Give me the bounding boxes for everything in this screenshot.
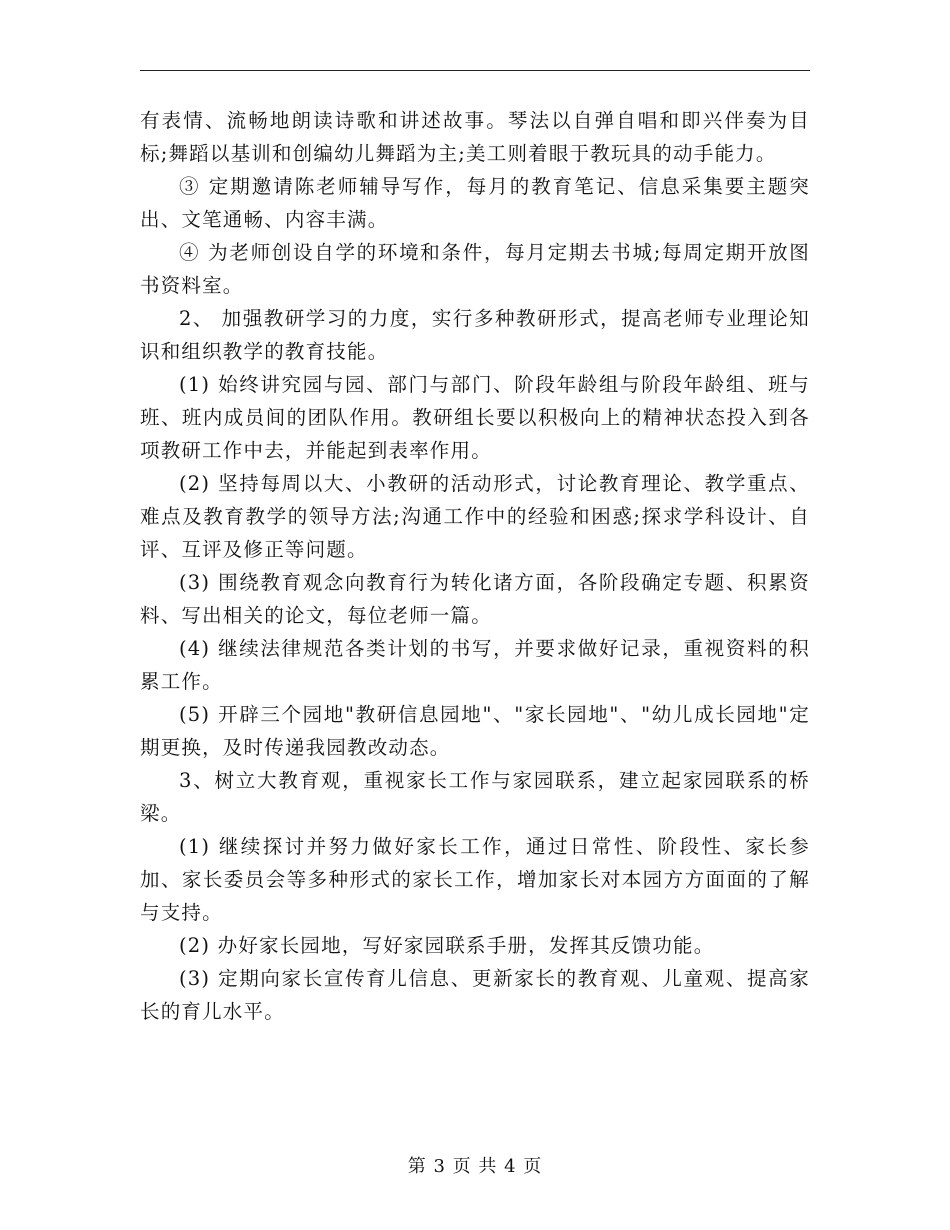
paragraph: ③ 定期邀请陈老师辅导写作，每月的教育笔记、信息采集要主题突出、文笔通畅、内容丰满。: [140, 175, 810, 231]
paragraph: (3) 定期向家长宣传育儿信息、更新家长的教育观、儿童观、提高家长的育儿水平。: [140, 967, 810, 1023]
paragraph: (2) 坚持每周以大、小教研的活动形式，讨论教育理论、教学重点、难点及教育教学的领导方法;沟通工作中的经验和困惑;探求学科设计、自评、互评及修正等问题。: [140, 472, 810, 561]
paragraph: 有表情、流畅地朗读诗歌和讲述故事。琴法以自弹自唱和即兴伴奏为目标;舞蹈以基训和创编幼儿舞蹈为主;美工则着眼于教玩具的动手能力。: [140, 109, 810, 165]
header-rule: [140, 70, 810, 71]
paragraph: (3) 围绕教育观念向教育行为转化诸方面，各阶段确定专题、积累资料、写出相关的论文，每位老师一篇。: [140, 571, 810, 627]
paragraph: 3、树立大教育观，重视家长工作与家园联系，建立起家园联系的桥梁。: [140, 769, 810, 825]
paragraph: (1) 继续探讨并努力做好家长工作，通过日常性、阶段性、家长参加、家长委员会等多种形式的家长工作，增加家长对本园方方面面的了解与支持。: [140, 835, 810, 924]
paragraph: (2) 办好家长园地，写好家园联系手册，发挥其反馈功能。: [179, 934, 715, 957]
paragraph: (5) 开辟三个园地"教研信息园地"、"家长园地"、"幼儿成长园地"定期更换，及时传递我园教改动态。: [140, 703, 810, 759]
paragraph: ④ 为老师创设自学的环境和条件，每月定期去书城;每周定期开放图书资料室。: [140, 241, 810, 297]
document-body: [140, 104, 810, 1028]
paragraph: (4) 继续法律规范各类计划的书写，并要求做好记录，重视资料的积累工作。: [140, 637, 810, 693]
paragraph: (1) 始终讲究园与园、部门与部门、阶段年龄组与阶段年龄组、班与班、班内成员间的团队作用。教研组长要以积极向上的精神状态投入到各项教研工作中去，并能起到表率作用。: [140, 373, 810, 462]
paragraph: 2、 加强教研学习的力度，实行多种教研形式，提高老师专业理论知识和组织教学的教育技能。: [140, 307, 810, 363]
page-number-footer: 第 3 页 共 4 页: [407, 1156, 543, 1177]
